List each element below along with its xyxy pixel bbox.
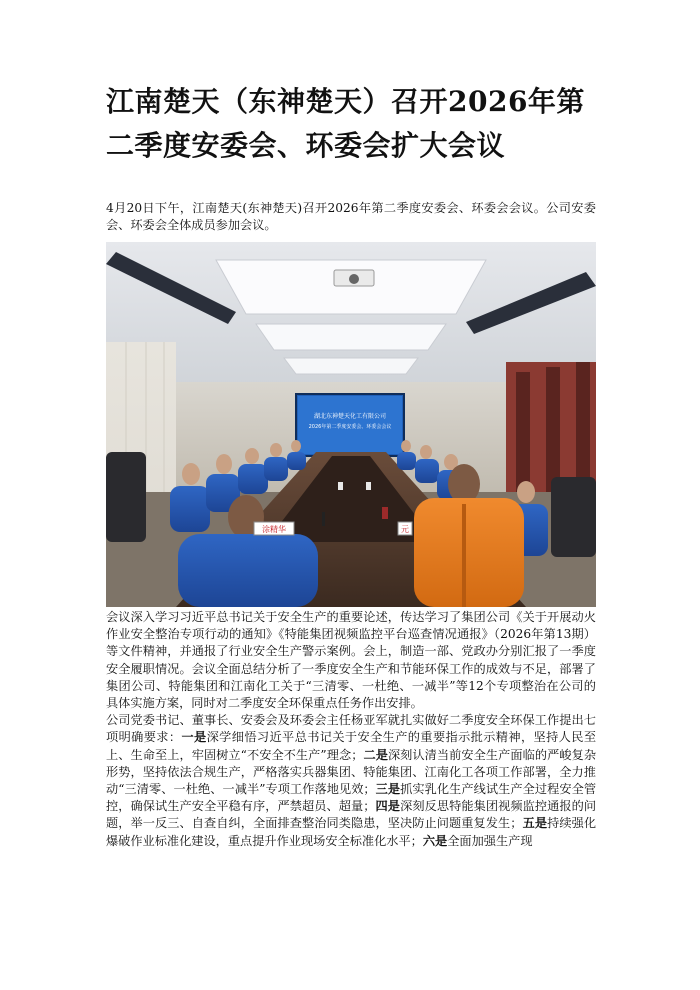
point-6-text: 全面加强生产现 [447, 833, 533, 848]
point-2-key: 二是 [363, 747, 388, 762]
intro-paragraph: 4月20日下午，江南楚天(东神楚天)召开2026年第二季度安委会、环委会会议。公司安委会、环委会全体成员参加会议。 [106, 201, 596, 232]
point-4-key: 四是 [375, 799, 401, 814]
point-5-text: 持续强化爆破作业标准化建设，重点提升作业现场安全标准化水平； [106, 816, 597, 848]
article [106, 80, 596, 850]
point-2-text: 深刻认清当前安全生产面临的严峻复杂形势，坚持依法合规生产，严格落实兵器集团、特能集团、江南化工各项工作部署，全力推动“三清零、一杜绝、一减半”专项工作落地见效； [106, 747, 597, 797]
point-6-key: 六是 [422, 833, 448, 848]
meeting-photo [106, 242, 596, 607]
point-1-text: 深学细悟习近平总书记关于安全生产的重要指示批示精神，坚持人民至上、生命至上，牢固树立“不安全不生产”理念； [106, 730, 597, 762]
point-1-key: 一是 [181, 730, 207, 745]
nameplate-left: 涂精华 [262, 525, 286, 534]
para2-lead: 公司党委书记、董事长、安委会及环委会主任杨亚军就扎实做好二季度安全环保工作提出七项明确要求： [106, 713, 596, 745]
point-4-text: 深刻反思特能集团视频监控通报的问题，举一反三、自查自纠，全面排查整治同类隐患，坚决防止问题重复发生； [106, 799, 597, 831]
point-5-key: 五是 [522, 816, 548, 831]
body-paragraph-1: 会议深入学习习近平总书记关于安全生产的重要论述，传达学习了集团公司《关于开展动火作业安全整治专项行动的通知》《特能集团视频监控平台巡查情况通报》（2026年第13期）等文件精神，并通报了行业安全生产警示案例。会上，制造一部、党政办分别汇报了一季度安全履职情况。会议全面总结分析了一季度安全生产和节能环保工作的成效与不足，部署了集团公司、特能集团和江南化工关于“三清零、一杜绝、一减半”等12个专项整治在公司的具体实施方案，同时对二季度安全环保重点任务作出安排。 [106, 610, 596, 711]
nameplate-right: 元 [401, 525, 409, 534]
screen-text-line2: 2026年第二季度安委会、环委会会议 [308, 424, 392, 430]
body-paragraph-2 [106, 712, 596, 850]
screen-text-line1: 湖北东神楚天化工有限公司 [313, 413, 387, 420]
article-title: 江南楚天（东神楚天）召开2026年第二季度安委会、环委会扩大会议 [106, 85, 585, 162]
point-3-text: 抓实乳化生产线试生产全过程安全管控，确保试生产安全平稳有序，严禁超员、超量； [106, 782, 597, 814]
point-3-key: 三是 [375, 782, 401, 797]
